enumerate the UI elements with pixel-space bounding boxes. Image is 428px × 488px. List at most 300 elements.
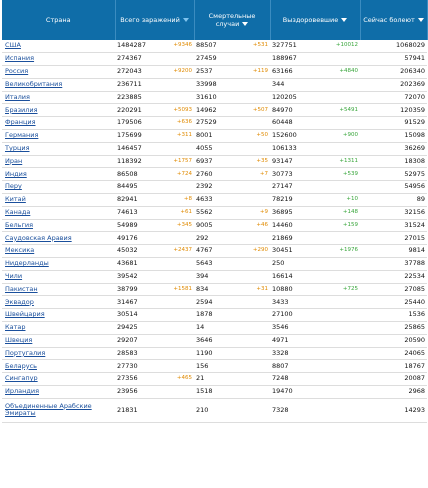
active-cell — [360, 66, 427, 79]
country-link[interactable]: Перу — [5, 182, 22, 191]
recovered-value: 27100 — [272, 310, 293, 319]
total-cell — [115, 219, 194, 232]
active-cell — [360, 142, 427, 155]
active-cell — [360, 322, 427, 335]
recovered-cell — [270, 194, 360, 207]
recovered-delta: +1976 — [339, 247, 358, 254]
total-value: 28583 — [117, 348, 138, 357]
deaths-cell — [194, 334, 270, 347]
country-link[interactable]: Россия — [5, 67, 29, 76]
table-row — [2, 181, 427, 194]
total-cell — [115, 155, 194, 168]
total-cell — [115, 232, 194, 245]
table-row — [2, 117, 427, 130]
table-row — [2, 91, 427, 104]
country-cell — [2, 181, 115, 194]
deaths-value: 88507 — [196, 41, 217, 50]
recovered-value: 327751 — [272, 41, 297, 50]
active-value: 18767 — [404, 361, 425, 370]
country-link[interactable]: Эквадор — [5, 297, 34, 306]
recovered-cell — [270, 398, 360, 422]
deaths-cell — [194, 373, 270, 386]
total-cell — [115, 130, 194, 143]
deaths-delta: +31 — [256, 285, 268, 292]
country-cell — [2, 360, 115, 373]
country-link[interactable]: Нидерланды — [5, 259, 49, 268]
deaths-cell — [194, 258, 270, 271]
country-link[interactable]: Испания — [5, 54, 35, 63]
deaths-value: 3646 — [196, 335, 213, 344]
total-value: 272043 — [117, 67, 142, 76]
deaths-value: 14962 — [196, 105, 217, 114]
total-value: 23956 — [117, 387, 138, 396]
table-row — [2, 194, 427, 207]
deaths-cell — [194, 322, 270, 335]
country-cell — [2, 283, 115, 296]
country-link[interactable]: Мексика — [5, 246, 35, 255]
recovered-delta: +159 — [342, 221, 358, 228]
recovered-delta: +5491 — [339, 106, 358, 113]
column-header-recovered[interactable]: Выздоровевшие — [270, 0, 360, 40]
active-value: 202369 — [400, 80, 425, 89]
recovered-delta: +725 — [342, 285, 358, 292]
active-value: 14293 — [404, 405, 425, 414]
recovered-value: 16614 — [272, 271, 293, 280]
deaths-cell — [194, 181, 270, 194]
total-delta: +345 — [176, 221, 192, 228]
total-cell — [115, 373, 194, 386]
total-value: 175699 — [117, 131, 142, 140]
table-row — [2, 322, 427, 335]
active-cell — [360, 219, 427, 232]
recovered-value: 30451 — [272, 246, 293, 255]
active-cell — [360, 296, 427, 309]
total-cell — [115, 78, 194, 91]
active-value: 91529 — [404, 118, 425, 127]
active-cell — [360, 104, 427, 117]
table-row — [2, 283, 427, 296]
recovered-cell — [270, 360, 360, 373]
deaths-cell — [194, 53, 270, 66]
country-cell — [2, 322, 115, 335]
deaths-value: 2537 — [196, 67, 213, 76]
recovered-cell — [270, 206, 360, 219]
deaths-value: 394 — [196, 271, 209, 280]
country-cell — [2, 296, 115, 309]
recovered-cell — [270, 181, 360, 194]
recovered-cell — [270, 219, 360, 232]
sort-arrow-icon — [183, 18, 189, 22]
total-cell — [115, 104, 194, 117]
recovered-delta: +900 — [342, 132, 358, 139]
country-link[interactable]: Канада — [5, 208, 31, 216]
total-value: 27356 — [117, 374, 138, 383]
country-cell — [2, 347, 115, 360]
recovered-cell — [270, 347, 360, 360]
total-value: 118392 — [117, 156, 142, 165]
recovered-value: 3328 — [272, 348, 289, 357]
sort-arrow-icon — [242, 22, 248, 26]
total-value: 29207 — [117, 335, 138, 344]
recovered-cell — [270, 130, 360, 143]
deaths-cell — [194, 386, 270, 399]
table-row — [2, 245, 427, 258]
total-delta: +636 — [176, 119, 192, 126]
country-link[interactable]: Италия — [5, 92, 30, 101]
table-row — [2, 270, 427, 283]
table-row — [2, 309, 427, 322]
table-row — [2, 40, 427, 53]
deaths-delta: +35 — [256, 157, 268, 164]
deaths-value: 2760 — [196, 169, 213, 178]
deaths-cell — [194, 104, 270, 117]
total-cell — [115, 386, 194, 399]
table-row — [2, 130, 427, 143]
active-value: 9814 — [408, 246, 425, 255]
country-cell — [2, 91, 115, 104]
total-value: 1484287 — [117, 41, 146, 50]
active-value: 22534 — [404, 271, 425, 280]
table-row — [2, 142, 427, 155]
country-link[interactable]: США — [5, 41, 21, 50]
deaths-cell — [194, 194, 270, 207]
total-cell — [115, 283, 194, 296]
recovered-cell — [270, 296, 360, 309]
deaths-delta: +50 — [256, 132, 268, 139]
deaths-cell — [194, 398, 270, 422]
deaths-cell — [194, 347, 270, 360]
total-value: 31467 — [117, 297, 138, 306]
country-link[interactable]: Иран — [5, 156, 23, 165]
deaths-value: 9005 — [196, 220, 213, 229]
total-value: 82941 — [117, 195, 138, 204]
total-value: 74613 — [117, 208, 138, 216]
active-cell — [360, 130, 427, 143]
table-row — [2, 78, 427, 91]
table-row — [2, 386, 427, 399]
country-link[interactable]: Швейцария — [5, 310, 45, 319]
deaths-delta: +46 — [256, 221, 268, 228]
active-value: 24065 — [404, 348, 425, 357]
total-cell — [115, 40, 194, 53]
active-value: 89 — [416, 195, 425, 204]
deaths-cell — [194, 91, 270, 104]
country-cell — [2, 309, 115, 322]
active-cell — [360, 245, 427, 258]
active-value: 72070 — [404, 92, 425, 101]
active-cell — [360, 117, 427, 130]
active-cell — [360, 283, 427, 296]
recovered-cell — [270, 168, 360, 181]
active-value: 31524 — [404, 220, 425, 229]
deaths-cell — [194, 232, 270, 245]
active-value: 25440 — [404, 297, 425, 306]
recovered-cell — [270, 53, 360, 66]
deaths-value: 1190 — [196, 348, 213, 357]
total-value: 223885 — [117, 92, 142, 101]
recovered-delta: +10012 — [335, 42, 358, 49]
total-cell — [115, 168, 194, 181]
table-row — [2, 296, 427, 309]
deaths-value: 5562 — [196, 208, 213, 216]
active-value: 52975 — [404, 169, 425, 178]
recovered-cell — [270, 40, 360, 53]
total-value: 49176 — [117, 233, 138, 242]
active-cell — [360, 386, 427, 399]
active-cell — [360, 194, 427, 207]
table-row — [2, 360, 427, 373]
total-delta: +8 — [183, 196, 192, 203]
deaths-cell — [194, 168, 270, 181]
recovered-cell — [270, 78, 360, 91]
recovered-cell — [270, 104, 360, 117]
recovered-value: 21869 — [272, 233, 293, 242]
country-link[interactable]: Катар — [5, 323, 26, 332]
active-cell — [360, 168, 427, 181]
total-cell — [115, 360, 194, 373]
total-value: 179506 — [117, 118, 142, 127]
deaths-value: 210 — [196, 405, 209, 414]
total-value: 146457 — [117, 144, 142, 153]
recovered-value: 30773 — [272, 169, 293, 178]
total-value: 84495 — [117, 182, 138, 191]
active-cell — [360, 206, 427, 219]
country-cell — [2, 334, 115, 347]
country-link[interactable]: Чили — [5, 271, 23, 280]
total-delta: +5093 — [173, 106, 192, 113]
country-link[interactable]: Объединенные Арабские Эмираты — [5, 401, 92, 418]
deaths-value: 4055 — [196, 144, 213, 153]
recovered-value: 250 — [272, 259, 285, 268]
total-value: 220291 — [117, 105, 142, 114]
country-cell — [2, 142, 115, 155]
country-link[interactable]: Ирландия — [5, 387, 40, 396]
total-value: 38799 — [117, 284, 138, 293]
active-value: 15098 — [404, 131, 425, 140]
recovered-value: 19470 — [272, 387, 293, 396]
sort-arrow-icon — [418, 18, 424, 22]
total-value: 21831 — [117, 405, 138, 414]
column-header-total[interactable]: Всего заражений — [115, 0, 194, 40]
deaths-value: 14 — [196, 323, 205, 332]
active-value: 27015 — [404, 233, 425, 242]
deaths-cell — [194, 206, 270, 219]
country-cell — [2, 130, 115, 143]
active-value: 120359 — [400, 105, 425, 114]
deaths-value: 292 — [196, 233, 209, 242]
country-link[interactable]: Сингапур — [5, 374, 38, 383]
recovered-delta: +1311 — [339, 157, 358, 164]
table-row — [2, 53, 427, 66]
country-cell — [2, 168, 115, 181]
total-cell — [115, 270, 194, 283]
total-cell — [115, 206, 194, 219]
column-header-country[interactable]: Страна — [2, 0, 115, 40]
deaths-delta: +119 — [252, 68, 268, 75]
recovered-value: 152600 — [272, 131, 297, 140]
country-cell — [2, 373, 115, 386]
country-link[interactable]: Великобритания — [5, 80, 63, 89]
table-row — [2, 373, 427, 386]
recovered-cell — [270, 232, 360, 245]
total-value: 27730 — [117, 361, 138, 370]
country-link[interactable]: Турция — [5, 144, 30, 153]
active-value: 25865 — [404, 323, 425, 332]
active-value: 54956 — [404, 182, 425, 191]
deaths-value: 2392 — [196, 182, 213, 191]
table-row — [2, 232, 427, 245]
country-link[interactable]: Германия — [5, 131, 39, 140]
table-row — [2, 334, 427, 347]
total-cell — [115, 245, 194, 258]
recovered-cell — [270, 117, 360, 130]
active-cell — [360, 181, 427, 194]
recovered-cell — [270, 245, 360, 258]
total-delta: +9346 — [173, 42, 192, 49]
deaths-value: 156 — [196, 361, 209, 370]
active-value: 37788 — [404, 259, 425, 268]
deaths-cell — [194, 66, 270, 79]
country-cell — [2, 194, 115, 207]
active-value: 20087 — [404, 374, 425, 383]
total-value: 236711 — [117, 80, 142, 89]
recovered-cell — [270, 142, 360, 155]
deaths-cell — [194, 117, 270, 130]
country-cell — [2, 155, 115, 168]
active-value: 32156 — [404, 208, 425, 216]
country-link[interactable]: Индия — [5, 169, 27, 178]
country-link[interactable]: Франция — [5, 118, 36, 127]
deaths-cell — [194, 360, 270, 373]
covid-stats-table — [2, 0, 428, 423]
recovered-value: 106133 — [272, 144, 297, 153]
recovered-cell — [270, 386, 360, 399]
country-link[interactable]: Бразилия — [5, 105, 38, 114]
table-row — [2, 398, 427, 422]
total-value: 86508 — [117, 169, 138, 178]
active-value: 1536 — [408, 310, 425, 319]
total-cell — [115, 334, 194, 347]
recovered-value: 63166 — [272, 67, 293, 76]
recovered-value: 60448 — [272, 118, 293, 127]
country-cell — [2, 219, 115, 232]
deaths-value: 2594 — [196, 297, 213, 306]
deaths-value: 33998 — [196, 80, 217, 89]
country-link[interactable]: Беларусь — [5, 361, 37, 370]
recovered-cell — [270, 322, 360, 335]
deaths-cell — [194, 142, 270, 155]
country-cell — [2, 40, 115, 53]
recovered-cell — [270, 309, 360, 322]
country-cell — [2, 258, 115, 271]
deaths-value: 4767 — [196, 246, 213, 255]
active-value: 206340 — [400, 67, 425, 76]
active-value: 36269 — [404, 144, 425, 153]
total-cell — [115, 309, 194, 322]
country-cell — [2, 104, 115, 117]
deaths-cell — [194, 40, 270, 53]
recovered-delta: +10 — [346, 196, 358, 203]
column-header-active[interactable]: Сейчас болеют — [360, 0, 427, 40]
recovered-value: 8807 — [272, 361, 289, 370]
country-link[interactable]: Швеция — [5, 335, 33, 344]
recovered-value: 7328 — [272, 405, 289, 414]
deaths-cell — [194, 155, 270, 168]
recovered-cell — [270, 283, 360, 296]
recovered-value: 93147 — [272, 156, 293, 165]
sort-arrow-icon — [341, 18, 347, 22]
country-cell — [2, 386, 115, 399]
total-cell — [115, 91, 194, 104]
deaths-cell — [194, 130, 270, 143]
total-value: 54989 — [117, 220, 138, 229]
deaths-value: 27459 — [196, 54, 217, 63]
recovered-value: 36895 — [272, 208, 293, 216]
recovered-cell — [270, 270, 360, 283]
total-cell — [115, 347, 194, 360]
deaths-value: 21 — [196, 374, 205, 383]
country-cell — [2, 245, 115, 258]
total-delta: +724 — [176, 170, 192, 177]
country-link[interactable]: Саудовская Аравия — [5, 233, 72, 242]
country-link[interactable]: Пакистан — [5, 284, 38, 293]
total-cell — [115, 296, 194, 309]
total-delta: +2437 — [173, 247, 192, 254]
total-cell — [115, 194, 194, 207]
country-cell — [2, 53, 115, 66]
column-header-deaths[interactable]: Смертельные случаи — [194, 0, 270, 40]
active-cell — [360, 309, 427, 322]
deaths-cell — [194, 78, 270, 91]
country-link[interactable]: Португалия — [5, 348, 46, 357]
deaths-cell — [194, 309, 270, 322]
deaths-delta: +531 — [252, 42, 268, 49]
recovered-value: 120205 — [272, 92, 297, 101]
table-row — [2, 258, 427, 271]
total-value: 39542 — [117, 271, 138, 280]
active-value: 1068029 — [396, 41, 425, 50]
active-cell — [360, 334, 427, 347]
recovered-value: 188967 — [272, 54, 297, 63]
total-value: 45032 — [117, 246, 138, 255]
active-value: 18308 — [404, 156, 425, 165]
deaths-cell — [194, 296, 270, 309]
table-row — [2, 347, 427, 360]
recovered-value: 7248 — [272, 374, 289, 383]
total-value: 30514 — [117, 310, 138, 319]
recovered-value: 3546 — [272, 323, 289, 332]
total-delta: +1581 — [173, 285, 192, 292]
total-delta: +465 — [176, 375, 192, 382]
total-value: 29425 — [117, 323, 138, 332]
deaths-delta: +290 — [252, 247, 268, 254]
country-link[interactable]: Китай — [5, 195, 26, 204]
total-delta: +311 — [176, 132, 192, 139]
active-cell — [360, 373, 427, 386]
total-value: 274367 — [117, 54, 142, 63]
recovered-value: 3433 — [272, 297, 289, 306]
active-value: 27085 — [404, 284, 425, 293]
deaths-value: 1518 — [196, 387, 213, 396]
active-value: 20590 — [404, 335, 425, 344]
recovered-value: 84970 — [272, 105, 293, 114]
active-cell — [360, 360, 427, 373]
total-delta: +9200 — [173, 68, 192, 75]
table-row — [2, 219, 427, 232]
country-link[interactable]: Бельгия — [5, 220, 33, 229]
country-cell — [2, 232, 115, 245]
recovered-delta: +148 — [342, 209, 358, 215]
